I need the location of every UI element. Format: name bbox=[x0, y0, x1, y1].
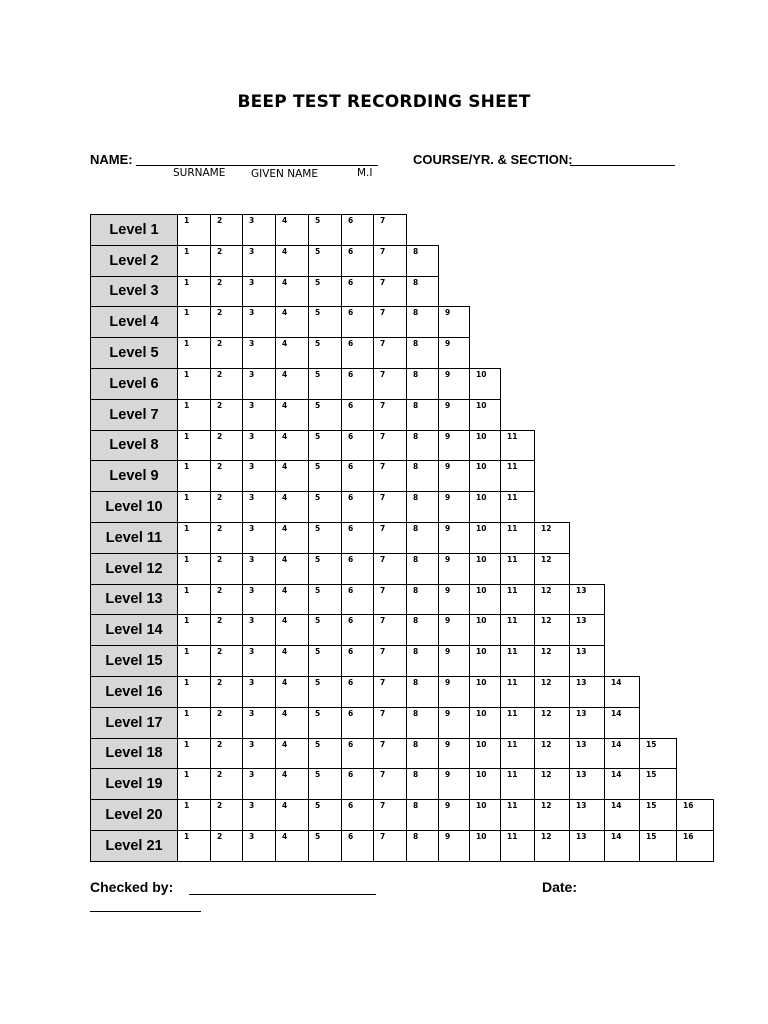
shuttle-box[interactable]: 7 bbox=[373, 491, 407, 523]
shuttle-box[interactable]: 9 bbox=[438, 306, 470, 338]
shuttle-box[interactable]: 4 bbox=[275, 768, 309, 800]
shuttle-box[interactable]: 3 bbox=[242, 306, 276, 338]
shuttle-box[interactable]: 15 bbox=[639, 799, 677, 831]
shuttle-box[interactable]: 5 bbox=[308, 399, 342, 431]
shuttle-box[interactable]: 2 bbox=[210, 799, 243, 831]
shuttle-box[interactable]: 12 bbox=[534, 830, 570, 862]
shuttle-box[interactable]: 8 bbox=[406, 245, 439, 277]
shuttle-box[interactable]: 15 bbox=[639, 738, 677, 770]
shuttle-box[interactable]: 6 bbox=[341, 584, 374, 616]
date-label: Date: bbox=[542, 879, 578, 895]
shuttle-box[interactable]: 4 bbox=[275, 368, 309, 400]
shuttle-box[interactable]: 15 bbox=[639, 768, 677, 800]
level-label: Level 18 bbox=[90, 738, 178, 770]
level-label: Level 11 bbox=[90, 522, 178, 554]
shuttle-box[interactable]: 7 bbox=[373, 399, 407, 431]
shuttle-box[interactable]: 1 bbox=[177, 460, 211, 492]
shuttle-box[interactable]: 2 bbox=[210, 676, 243, 708]
shuttle-box[interactable]: 9 bbox=[438, 460, 470, 492]
shuttle-box[interactable]: 4 bbox=[275, 738, 309, 770]
shuttle-box[interactable]: 4 bbox=[275, 430, 309, 462]
shuttle-box[interactable]: 13 bbox=[569, 768, 605, 800]
shuttle-box[interactable]: 7 bbox=[373, 799, 407, 831]
shuttle-box[interactable]: 8 bbox=[406, 830, 439, 862]
level-label: Level 13 bbox=[90, 584, 178, 616]
shuttle-box[interactable]: 11 bbox=[500, 584, 535, 616]
shuttle-box[interactable]: 4 bbox=[275, 553, 309, 585]
surname-sublabel: SURNAME bbox=[173, 167, 226, 179]
name-label: NAME: bbox=[90, 152, 133, 167]
shuttle-box[interactable]: 3 bbox=[242, 584, 276, 616]
shuttle-box[interactable]: 6 bbox=[341, 460, 374, 492]
shuttle-box[interactable]: 3 bbox=[242, 614, 276, 646]
shuttle-box[interactable]: 12 bbox=[534, 584, 570, 616]
shuttle-box[interactable]: 10 bbox=[469, 738, 501, 770]
shuttle-box[interactable]: 12 bbox=[534, 707, 570, 739]
level-label: Level 16 bbox=[90, 676, 178, 708]
level-label: Level 21 bbox=[90, 830, 178, 862]
shuttle-box[interactable]: 8 bbox=[406, 522, 439, 554]
checked-by-input-line[interactable] bbox=[189, 894, 376, 895]
shuttle-box[interactable]: 7 bbox=[373, 707, 407, 739]
shuttle-box[interactable]: 2 bbox=[210, 460, 243, 492]
level-label: Level 2 bbox=[90, 245, 178, 277]
shuttle-box[interactable]: 4 bbox=[275, 676, 309, 708]
shuttle-box[interactable]: 1 bbox=[177, 738, 211, 770]
shuttle-box[interactable]: 5 bbox=[308, 676, 342, 708]
shuttle-box[interactable]: 7 bbox=[373, 584, 407, 616]
checked-by-label: Checked by: bbox=[90, 879, 174, 895]
shuttle-box[interactable]: 10 bbox=[469, 768, 501, 800]
shuttle-box[interactable]: 9 bbox=[438, 799, 470, 831]
level-label: Level 3 bbox=[90, 276, 178, 308]
shuttle-box[interactable]: 14 bbox=[604, 676, 640, 708]
shuttle-box[interactable]: 7 bbox=[373, 276, 407, 308]
shuttle-box[interactable]: 1 bbox=[177, 553, 211, 585]
shuttle-box[interactable]: 5 bbox=[308, 306, 342, 338]
shuttle-box[interactable]: 3 bbox=[242, 707, 276, 739]
date-input-line[interactable] bbox=[90, 911, 201, 912]
shuttle-box[interactable]: 3 bbox=[242, 276, 276, 308]
shuttle-box[interactable]: 7 bbox=[373, 676, 407, 708]
shuttle-box[interactable]: 2 bbox=[210, 368, 243, 400]
shuttle-box[interactable]: 12 bbox=[534, 553, 570, 585]
shuttle-box[interactable]: 2 bbox=[210, 830, 243, 862]
shuttle-box[interactable]: 10 bbox=[469, 522, 501, 554]
shuttle-box[interactable]: 4 bbox=[275, 614, 309, 646]
shuttle-box[interactable]: 10 bbox=[469, 368, 501, 400]
shuttle-box[interactable]: 7 bbox=[373, 614, 407, 646]
shuttle-box[interactable]: 2 bbox=[210, 522, 243, 554]
shuttle-box[interactable]: 7 bbox=[373, 306, 407, 338]
shuttle-box[interactable]: 8 bbox=[406, 306, 439, 338]
shuttle-box[interactable]: 3 bbox=[242, 830, 276, 862]
level-label: Level 17 bbox=[90, 707, 178, 739]
shuttle-box[interactable]: 3 bbox=[242, 799, 276, 831]
shuttle-box[interactable]: 6 bbox=[341, 553, 374, 585]
shuttle-box[interactable]: 11 bbox=[500, 738, 535, 770]
shuttle-box[interactable]: 5 bbox=[308, 430, 342, 462]
shuttle-box[interactable]: 7 bbox=[373, 768, 407, 800]
shuttle-box[interactable]: 1 bbox=[177, 245, 211, 277]
shuttle-box[interactable]: 9 bbox=[438, 676, 470, 708]
shuttle-box[interactable]: 8 bbox=[406, 738, 439, 770]
shuttle-box[interactable]: 13 bbox=[569, 830, 605, 862]
shuttle-box[interactable]: 2 bbox=[210, 399, 243, 431]
shuttle-box[interactable]: 15 bbox=[639, 830, 677, 862]
shuttle-box[interactable]: 9 bbox=[438, 614, 470, 646]
shuttle-box[interactable]: 5 bbox=[308, 768, 342, 800]
shuttle-box[interactable]: 10 bbox=[469, 645, 501, 677]
level-label: Level 9 bbox=[90, 460, 178, 492]
shuttle-box[interactable]: 9 bbox=[438, 399, 470, 431]
shuttle-box[interactable]: 14 bbox=[604, 768, 640, 800]
shuttle-box[interactable]: 9 bbox=[438, 553, 470, 585]
shuttle-box[interactable]: 6 bbox=[341, 368, 374, 400]
shuttle-box[interactable]: 3 bbox=[242, 738, 276, 770]
shuttle-box[interactable]: 14 bbox=[604, 830, 640, 862]
shuttle-box[interactable]: 1 bbox=[177, 830, 211, 862]
shuttle-box[interactable]: 3 bbox=[242, 399, 276, 431]
shuttle-box[interactable]: 11 bbox=[500, 460, 535, 492]
level-label: Level 7 bbox=[90, 399, 178, 431]
shuttle-box[interactable]: 1 bbox=[177, 337, 211, 369]
shuttle-box[interactable]: 12 bbox=[534, 614, 570, 646]
shuttle-box[interactable]: 3 bbox=[242, 491, 276, 523]
shuttle-box[interactable]: 5 bbox=[308, 738, 342, 770]
name-input-line[interactable] bbox=[136, 165, 378, 166]
shuttle-box[interactable]: 13 bbox=[569, 738, 605, 770]
shuttle-box[interactable]: 3 bbox=[242, 553, 276, 585]
shuttle-box[interactable]: 11 bbox=[500, 614, 535, 646]
shuttle-box[interactable]: 7 bbox=[373, 214, 407, 246]
shuttle-box[interactable]: 13 bbox=[569, 614, 605, 646]
shuttle-box[interactable]: 1 bbox=[177, 768, 211, 800]
shuttle-box[interactable]: 3 bbox=[242, 337, 276, 369]
shuttle-box[interactable]: 1 bbox=[177, 584, 211, 616]
shuttle-box[interactable]: 2 bbox=[210, 614, 243, 646]
level-label: Level 20 bbox=[90, 799, 178, 831]
shuttle-box[interactable]: 12 bbox=[534, 738, 570, 770]
shuttle-box[interactable]: 4 bbox=[275, 707, 309, 739]
shuttle-box[interactable]: 5 bbox=[308, 276, 342, 308]
shuttle-box[interactable]: 5 bbox=[308, 799, 342, 831]
shuttle-box[interactable]: 6 bbox=[341, 645, 374, 677]
shuttle-box[interactable]: 1 bbox=[177, 799, 211, 831]
shuttle-box[interactable]: 7 bbox=[373, 522, 407, 554]
shuttle-box[interactable]: 5 bbox=[308, 214, 342, 246]
shuttle-box[interactable]: 16 bbox=[676, 799, 714, 831]
level-label: Level 19 bbox=[90, 768, 178, 800]
shuttle-box[interactable]: 9 bbox=[438, 430, 470, 462]
shuttle-box[interactable]: 6 bbox=[341, 430, 374, 462]
shuttle-box[interactable]: 6 bbox=[341, 491, 374, 523]
shuttle-box[interactable]: 2 bbox=[210, 768, 243, 800]
shuttle-box[interactable]: 3 bbox=[242, 676, 276, 708]
shuttle-box[interactable]: 7 bbox=[373, 645, 407, 677]
level-label: Level 8 bbox=[90, 430, 178, 462]
given-name-sublabel: GIVEN NAME bbox=[251, 168, 318, 180]
shuttle-box[interactable]: 8 bbox=[406, 430, 439, 462]
level-label: Level 10 bbox=[90, 491, 178, 523]
shuttle-box[interactable]: 10 bbox=[469, 830, 501, 862]
shuttle-box[interactable]: 4 bbox=[275, 337, 309, 369]
shuttle-box[interactable]: 11 bbox=[500, 676, 535, 708]
shuttle-box[interactable]: 9 bbox=[438, 491, 470, 523]
shuttle-box[interactable]: 11 bbox=[500, 799, 535, 831]
shuttle-box[interactable]: 8 bbox=[406, 337, 439, 369]
shuttle-box[interactable]: 2 bbox=[210, 430, 243, 462]
shuttle-box[interactable]: 1 bbox=[177, 707, 211, 739]
shuttle-box[interactable]: 10 bbox=[469, 460, 501, 492]
shuttle-box[interactable]: 11 bbox=[500, 645, 535, 677]
shuttle-box[interactable]: 2 bbox=[210, 738, 243, 770]
shuttle-box[interactable]: 2 bbox=[210, 491, 243, 523]
shuttle-box[interactable]: 1 bbox=[177, 491, 211, 523]
shuttle-box[interactable]: 2 bbox=[210, 584, 243, 616]
shuttle-box[interactable]: 2 bbox=[210, 707, 243, 739]
level-label: Level 12 bbox=[90, 553, 178, 585]
shuttle-box[interactable]: 7 bbox=[373, 245, 407, 277]
shuttle-box[interactable]: 2 bbox=[210, 337, 243, 369]
shuttle-box[interactable]: 16 bbox=[676, 830, 714, 862]
shuttle-box[interactable]: 11 bbox=[500, 768, 535, 800]
shuttle-box[interactable]: 7 bbox=[373, 738, 407, 770]
shuttle-box[interactable]: 7 bbox=[373, 460, 407, 492]
shuttle-box[interactable]: 8 bbox=[406, 768, 439, 800]
page-title: BEEP TEST RECORDING SHEET bbox=[237, 92, 531, 112]
shuttle-box[interactable]: 12 bbox=[534, 768, 570, 800]
shuttle-box[interactable]: 8 bbox=[406, 553, 439, 585]
shuttle-box[interactable]: 9 bbox=[438, 738, 470, 770]
shuttle-box[interactable]: 12 bbox=[534, 799, 570, 831]
shuttle-box[interactable]: 1 bbox=[177, 306, 211, 338]
shuttle-box[interactable]: 3 bbox=[242, 645, 276, 677]
shuttle-box[interactable]: 12 bbox=[534, 676, 570, 708]
shuttle-box[interactable]: 1 bbox=[177, 276, 211, 308]
shuttle-box[interactable]: 13 bbox=[569, 707, 605, 739]
shuttle-box[interactable]: 3 bbox=[242, 768, 276, 800]
course-section-label: COURSE/YR. & SECTION: bbox=[413, 152, 573, 167]
shuttle-box[interactable]: 10 bbox=[469, 799, 501, 831]
level-label: Level 15 bbox=[90, 645, 178, 677]
shuttle-box[interactable]: 4 bbox=[275, 399, 309, 431]
level-label: Level 5 bbox=[90, 337, 178, 369]
shuttle-box[interactable]: 2 bbox=[210, 306, 243, 338]
shuttle-box[interactable]: 5 bbox=[308, 584, 342, 616]
shuttle-box[interactable]: 10 bbox=[469, 584, 501, 616]
shuttle-box[interactable]: 8 bbox=[406, 707, 439, 739]
shuttle-box[interactable]: 3 bbox=[242, 368, 276, 400]
shuttle-box[interactable]: 10 bbox=[469, 614, 501, 646]
shuttle-box[interactable]: 9 bbox=[438, 368, 470, 400]
shuttle-box[interactable]: 10 bbox=[469, 399, 501, 431]
shuttle-box[interactable]: 2 bbox=[210, 645, 243, 677]
shuttle-box[interactable]: 5 bbox=[308, 337, 342, 369]
shuttle-box[interactable]: 4 bbox=[275, 214, 309, 246]
shuttle-box[interactable]: 10 bbox=[469, 553, 501, 585]
level-label: Level 1 bbox=[90, 214, 178, 246]
shuttle-box[interactable]: 5 bbox=[308, 522, 342, 554]
shuttle-box[interactable]: 6 bbox=[341, 276, 374, 308]
shuttle-box[interactable]: 6 bbox=[341, 306, 374, 338]
shuttle-box[interactable]: 1 bbox=[177, 399, 211, 431]
shuttle-box[interactable]: 8 bbox=[406, 368, 439, 400]
shuttle-box[interactable]: 1 bbox=[177, 522, 211, 554]
shuttle-box[interactable]: 9 bbox=[438, 584, 470, 616]
shuttle-box[interactable]: 7 bbox=[373, 830, 407, 862]
shuttle-box[interactable]: 4 bbox=[275, 245, 309, 277]
shuttle-box[interactable]: 6 bbox=[341, 676, 374, 708]
shuttle-box[interactable]: 1 bbox=[177, 214, 211, 246]
shuttle-box[interactable]: 10 bbox=[469, 707, 501, 739]
shuttle-box[interactable]: 6 bbox=[341, 614, 374, 646]
shuttle-box[interactable]: 13 bbox=[569, 584, 605, 616]
shuttle-box[interactable]: 1 bbox=[177, 430, 211, 462]
shuttle-box[interactable]: 3 bbox=[242, 214, 276, 246]
shuttle-box[interactable]: 5 bbox=[308, 645, 342, 677]
shuttle-box[interactable]: 2 bbox=[210, 214, 243, 246]
shuttle-box[interactable]: 6 bbox=[341, 522, 374, 554]
shuttle-box[interactable]: 7 bbox=[373, 430, 407, 462]
shuttle-box[interactable]: 8 bbox=[406, 645, 439, 677]
shuttle-box[interactable]: 7 bbox=[373, 368, 407, 400]
shuttle-box[interactable]: 11 bbox=[500, 553, 535, 585]
shuttle-box[interactable]: 11 bbox=[500, 830, 535, 862]
shuttle-box[interactable]: 3 bbox=[242, 460, 276, 492]
shuttle-box[interactable]: 9 bbox=[438, 522, 470, 554]
shuttle-box[interactable]: 5 bbox=[308, 830, 342, 862]
shuttle-box[interactable]: 11 bbox=[500, 707, 535, 739]
shuttle-box[interactable]: 5 bbox=[308, 491, 342, 523]
shuttle-box[interactable]: 8 bbox=[406, 799, 439, 831]
shuttle-box[interactable]: 5 bbox=[308, 368, 342, 400]
shuttle-box[interactable]: 9 bbox=[438, 337, 470, 369]
shuttle-box[interactable]: 4 bbox=[275, 522, 309, 554]
shuttle-box[interactable]: 4 bbox=[275, 460, 309, 492]
shuttle-box[interactable]: 10 bbox=[469, 676, 501, 708]
shuttle-box[interactable]: 6 bbox=[341, 337, 374, 369]
level-label: Level 6 bbox=[90, 368, 178, 400]
middle-initial-sublabel: M.I bbox=[357, 167, 373, 179]
shuttle-box[interactable]: 1 bbox=[177, 645, 211, 677]
shuttle-box[interactable]: 8 bbox=[406, 399, 439, 431]
shuttle-box[interactable]: 4 bbox=[275, 584, 309, 616]
shuttle-box[interactable]: 8 bbox=[406, 276, 439, 308]
shuttle-box[interactable]: 5 bbox=[308, 553, 342, 585]
shuttle-box[interactable]: 6 bbox=[341, 214, 374, 246]
shuttle-box[interactable]: 4 bbox=[275, 491, 309, 523]
shuttle-box[interactable]: 11 bbox=[500, 522, 535, 554]
shuttle-box[interactable]: 8 bbox=[406, 676, 439, 708]
shuttle-box[interactable]: 6 bbox=[341, 830, 374, 862]
shuttle-box[interactable]: 4 bbox=[275, 645, 309, 677]
shuttle-box[interactable]: 2 bbox=[210, 553, 243, 585]
shuttle-box[interactable]: 6 bbox=[341, 245, 374, 277]
shuttle-box[interactable]: 3 bbox=[242, 522, 276, 554]
shuttle-box[interactable]: 3 bbox=[242, 245, 276, 277]
shuttle-box[interactable]: 9 bbox=[438, 645, 470, 677]
shuttle-box[interactable]: 5 bbox=[308, 460, 342, 492]
shuttle-box[interactable]: 10 bbox=[469, 491, 501, 523]
shuttle-box[interactable]: 13 bbox=[569, 676, 605, 708]
shuttle-box[interactable]: 14 bbox=[604, 738, 640, 770]
shuttle-box[interactable]: 12 bbox=[534, 645, 570, 677]
shuttle-box[interactable]: 7 bbox=[373, 337, 407, 369]
shuttle-box[interactable]: 13 bbox=[569, 645, 605, 677]
shuttle-box[interactable]: 7 bbox=[373, 553, 407, 585]
shuttle-box[interactable]: 4 bbox=[275, 306, 309, 338]
shuttle-box[interactable]: 14 bbox=[604, 707, 640, 739]
shuttle-box[interactable]: 6 bbox=[341, 399, 374, 431]
shuttle-box[interactable]: 14 bbox=[604, 799, 640, 831]
shuttle-box[interactable]: 8 bbox=[406, 460, 439, 492]
shuttle-box[interactable]: 10 bbox=[469, 430, 501, 462]
shuttle-box[interactable]: 5 bbox=[308, 245, 342, 277]
course-section-input-line[interactable] bbox=[570, 165, 675, 166]
shuttle-box[interactable]: 2 bbox=[210, 245, 243, 277]
shuttle-box[interactable]: 1 bbox=[177, 368, 211, 400]
shuttle-box[interactable]: 9 bbox=[438, 768, 470, 800]
level-label: Level 4 bbox=[90, 306, 178, 338]
shuttle-box[interactable]: 12 bbox=[534, 522, 570, 554]
shuttle-box[interactable]: 8 bbox=[406, 584, 439, 616]
shuttle-box[interactable]: 5 bbox=[308, 614, 342, 646]
shuttle-box[interactable]: 11 bbox=[500, 491, 535, 523]
level-label: Level 14 bbox=[90, 614, 178, 646]
shuttle-box[interactable]: 9 bbox=[438, 707, 470, 739]
shuttle-box[interactable]: 2 bbox=[210, 276, 243, 308]
shuttle-box[interactable]: 4 bbox=[275, 276, 309, 308]
shuttle-box[interactable]: 9 bbox=[438, 830, 470, 862]
shuttle-box[interactable]: 1 bbox=[177, 676, 211, 708]
shuttle-box[interactable]: 6 bbox=[341, 738, 374, 770]
shuttle-box[interactable]: 4 bbox=[275, 830, 309, 862]
shuttle-box[interactable]: 6 bbox=[341, 707, 374, 739]
shuttle-box[interactable]: 8 bbox=[406, 491, 439, 523]
shuttle-box[interactable]: 4 bbox=[275, 799, 309, 831]
shuttle-box[interactable]: 3 bbox=[242, 430, 276, 462]
shuttle-box[interactable]: 6 bbox=[341, 799, 374, 831]
shuttle-box[interactable]: 8 bbox=[406, 614, 439, 646]
shuttle-box[interactable]: 13 bbox=[569, 799, 605, 831]
shuttle-box[interactable]: 1 bbox=[177, 614, 211, 646]
shuttle-box[interactable]: 11 bbox=[500, 430, 535, 462]
shuttle-box[interactable]: 5 bbox=[308, 707, 342, 739]
shuttle-box[interactable]: 6 bbox=[341, 768, 374, 800]
